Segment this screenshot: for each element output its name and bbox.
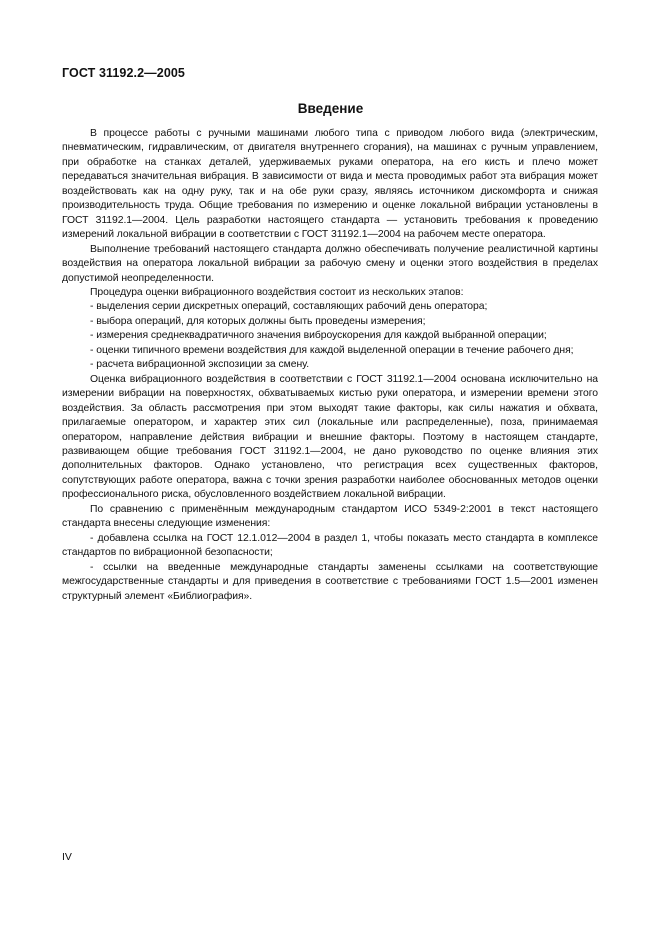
paragraph: В процессе работы с ручными машинами любого типа с приводом любого вида (электрическим, пневматическим, гидравлическим, от двигателя внутреннего сгорания), на машинах с ручным управлением, при обработке на станках деталей, удерживаемых руками оператора, на его кисть и плечо может передаваться значительная вибрация. В зависимости от вида и места проводимых работ эта вибрация может воздействовать как на одну руку, так и на обе руки сразу, являясь источником дискомфорта и снижая производительность труда. Общие требования по измерению и оценке локальной вибрации установлены в ГОСТ 31192.1—2004. Цель разработки настоящего стандарта — установить требования к проведению измерений локальной вибрации в соответствии с ГОСТ 31192.1—2004 на рабочем месте оператора. — [62, 128, 598, 241]
list-item: - ссылки на введенные международные стандарты заменены ссылками на соответствующие межгосударственные стандарты и для приведения в соответствие с требованиями ГОСТ 1.5—2001 изменен структурный элемент «Библиография». — [62, 561, 598, 602]
document-standard-code: ГОСТ 31192.2—2005 — [62, 66, 185, 80]
list-item: - оценки типичного времени воздействия для каждой выделенной операции в течение рабочего дня; — [90, 344, 574, 356]
section-title: Введение — [297, 101, 364, 116]
page-number: IV — [62, 851, 72, 863]
list-item: - добавлена ссылка на ГОСТ 12.1.012—2004 в раздел 1, чтобы показать место стандарта в комплексе стандартов по вибрационной безопасности; — [62, 532, 598, 559]
paragraph: Оценка вибрационного воздействия в соответствии с ГОСТ 31192.1—2004 основана исключительно на измерении вибрации на поверхностях, обхватываемых кистью руки оператора, и измерении времени этого воздействия. За область рассмотрения при этом выходят такие факторы, как силы нажатия и обхвата, прилагаемые оператором, и характер этих сил (локальные или распределенные), поза, принимаемая оператором, направление действия вибрации и внешние факторы. Поэтому в настоящем стандарте, развивающем общие требования ГОСТ 31192.1—2004, не дано руководство по оценке влияния этих дополнительных факторов. Однако установлено, что регистрация всех существенных факторов, сопутствующих работе оператора, важна с точки зрения разработки наиболее обоснованных методов оценки профессионального риска, обусловленного воздействием локальной вибрации. — [62, 373, 598, 501]
paragraph: Процедура оценки вибрационного воздействия состоит из нескольких этапов: — [90, 286, 464, 298]
paragraph: По сравнению с применённым международным стандартом ИСО 5349-2:2001 в текст настоящего стандарта внесены следующие изменения: — [62, 503, 598, 530]
list-item: - измерения среднеквадратичного значения виброускорения для каждой выбранной операции; — [90, 330, 547, 342]
document-body — [62, 127, 598, 604]
list-item: - расчета вибрационной экспозиции за смену. — [90, 359, 310, 371]
list-item: - выделения серии дискретных операций, составляющих рабочий день оператора; — [90, 301, 488, 313]
list-item: - выбора операций, для которых должны быть проведены измерения; — [90, 315, 426, 327]
paragraph: Выполнение требований настоящего стандарта должно обеспечивать получение реалистичной картины воздействия на оператора локальной вибрации за рабочую смену и оценки этого воздействия в пределах допустимой неопределенности. — [62, 243, 598, 284]
